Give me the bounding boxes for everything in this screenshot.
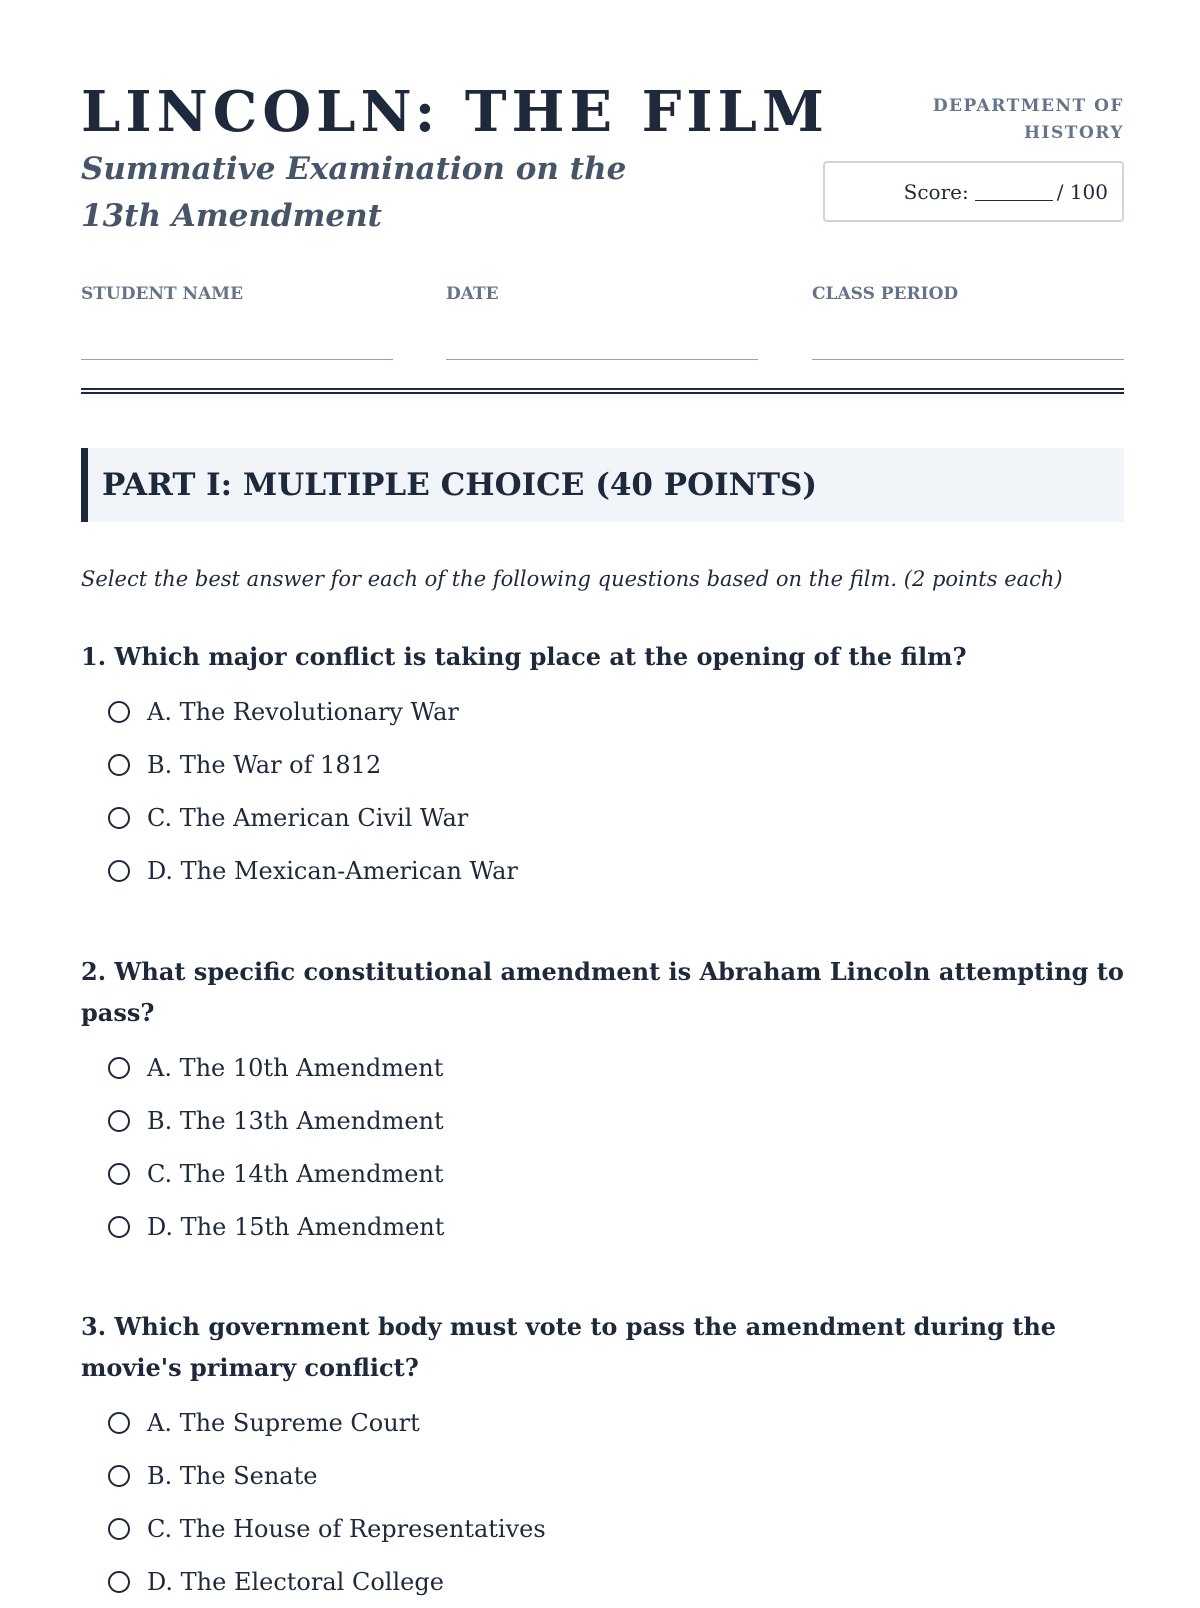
answer-options	[81, 1396, 1124, 1608]
answer-option[interactable]	[81, 1041, 1124, 1094]
exam-subtitle: Summative Examination on the 13th Amendment	[81, 151, 627, 234]
radio-button[interactable]	[108, 1412, 130, 1434]
section-instructions: Select the best answer for each of the following questions based on the film. (2 points each)	[81, 567, 1063, 591]
student-info-fields	[81, 282, 1124, 362]
option-label: A. The Supreme Court	[147, 1408, 420, 1437]
question-3	[81, 1306, 1124, 1608]
radio-button[interactable]	[108, 860, 130, 882]
option-label: B. The 13th Amendment	[147, 1106, 444, 1135]
radio-button[interactable]	[108, 701, 130, 723]
exam-title: LINCOLN: THE FILM	[81, 79, 829, 145]
radio-button[interactable]	[108, 1465, 130, 1487]
question-text: 1. Which major conflict is taking place at the opening of the film?	[81, 642, 967, 671]
section-banner	[81, 448, 1124, 522]
student-name-line[interactable]	[81, 359, 393, 360]
answer-options	[81, 685, 1124, 897]
question-text: 3. Which government body must vote to pass the amendment during the movie's primary conflict?	[81, 1312, 1057, 1382]
option-label: D. The Mexican-American War	[147, 856, 518, 885]
radio-button[interactable]	[108, 754, 130, 776]
answer-option[interactable]	[81, 1449, 1124, 1502]
option-label: D. The 15th Amendment	[147, 1212, 445, 1241]
question-1	[81, 636, 1124, 897]
answer-options	[81, 1041, 1124, 1253]
answer-option[interactable]	[81, 1094, 1124, 1147]
answer-option[interactable]	[81, 1147, 1124, 1200]
question-2	[81, 951, 1124, 1253]
department-label: DEPARTMENT OF HISTORY	[932, 96, 1124, 143]
date-label: DATE	[446, 284, 499, 304]
radio-button[interactable]	[108, 1518, 130, 1540]
option-label: D. The Electoral College	[147, 1567, 444, 1596]
option-label: C. The House of Representatives	[147, 1514, 546, 1543]
student-name-label: STUDENT NAME	[81, 284, 244, 304]
answer-option[interactable]	[81, 738, 1124, 791]
header-divider	[81, 388, 1124, 394]
class-period-label: CLASS PERIOD	[812, 284, 959, 304]
radio-button[interactable]	[108, 1057, 130, 1079]
answer-option[interactable]	[81, 1396, 1124, 1449]
score-blank[interactable]	[975, 182, 1053, 201]
question-text: 2. What specific constitutional amendment is Abraham Lincoln attempting to pass?	[81, 957, 1124, 1027]
answer-option[interactable]	[81, 844, 1124, 897]
score-total: / 100	[1056, 179, 1108, 204]
answer-option[interactable]	[81, 685, 1124, 738]
option-label: C. The 14th Amendment	[147, 1159, 444, 1188]
score-box	[823, 161, 1124, 222]
answer-option[interactable]	[81, 791, 1124, 844]
class-period-line[interactable]	[812, 359, 1124, 360]
radio-button[interactable]	[108, 807, 130, 829]
radio-button[interactable]	[108, 1163, 130, 1185]
exam-header	[81, 0, 1124, 250]
score-label: Score:	[903, 179, 969, 204]
option-label: A. The 10th Amendment	[147, 1053, 444, 1082]
option-label: A. The Revolutionary War	[147, 697, 459, 726]
option-label: C. The American Civil War	[147, 803, 469, 832]
radio-button[interactable]	[108, 1216, 130, 1238]
answer-option[interactable]	[81, 1200, 1124, 1253]
section-title: PART I: MULTIPLE CHOICE (40 POINTS)	[102, 467, 818, 503]
option-label: B. The Senate	[147, 1461, 318, 1490]
class-period-field[interactable]	[812, 282, 1124, 362]
exam-page	[81, 0, 1124, 1596]
radio-button[interactable]	[108, 1571, 130, 1593]
student-name-field[interactable]	[81, 282, 393, 362]
option-label: B. The War of 1812	[147, 750, 382, 779]
answer-option[interactable]	[81, 1555, 1124, 1608]
answer-option[interactable]	[81, 1502, 1124, 1555]
radio-button[interactable]	[108, 1110, 130, 1132]
date-line[interactable]	[446, 359, 758, 360]
date-field[interactable]	[446, 282, 758, 362]
